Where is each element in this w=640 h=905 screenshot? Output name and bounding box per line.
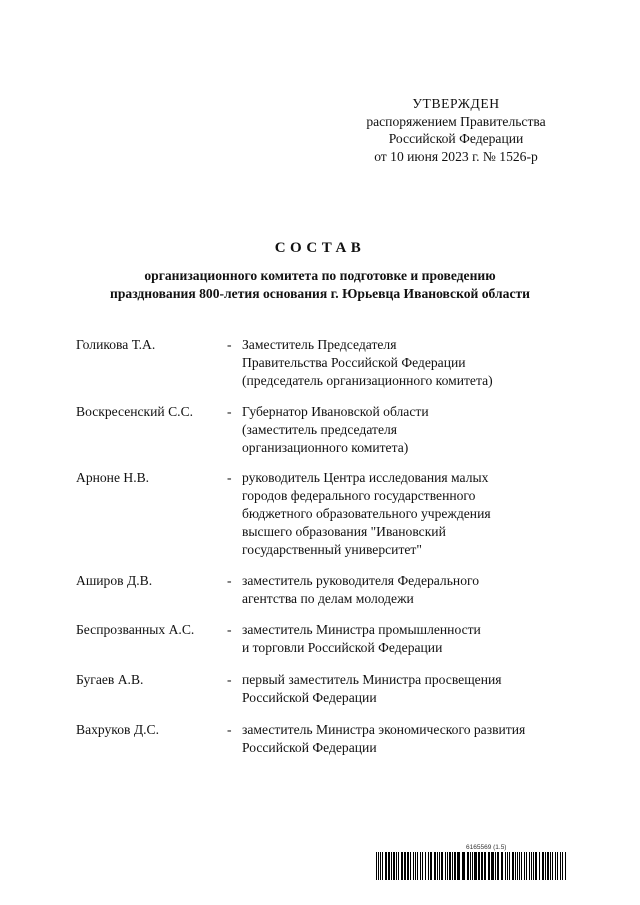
barcode-bar xyxy=(509,852,510,880)
member-name: Арноне Н.В. xyxy=(76,470,150,485)
member-role-line: организационного комитета) xyxy=(242,440,409,455)
barcode-bar xyxy=(545,852,546,880)
member-entry xyxy=(76,572,576,608)
member-entry xyxy=(76,403,576,457)
barcode-bar xyxy=(391,852,392,880)
barcode-bar xyxy=(565,852,566,880)
member-name: Вахруков Д.С. xyxy=(76,722,159,737)
approval-line-3: от 10 июня 2023 г. № 1526-р xyxy=(374,148,538,164)
member-role xyxy=(242,721,576,757)
barcode-bar xyxy=(517,852,518,880)
document-title: СОСТАВ xyxy=(274,240,366,256)
member-role xyxy=(242,336,576,390)
member-role-line: государственный университет" xyxy=(242,542,422,557)
barcode-bar xyxy=(378,852,379,880)
barcode-bar xyxy=(398,852,399,880)
document-subtitle xyxy=(60,267,580,302)
barcode-bar xyxy=(457,852,460,880)
barcode-bar xyxy=(515,852,516,880)
member-role-line: и торговли Российской Федерации xyxy=(242,640,443,655)
member-role xyxy=(242,671,576,707)
member-entry xyxy=(76,671,576,707)
member-role xyxy=(242,469,576,559)
barcode-bar xyxy=(521,852,522,880)
barcode-bar xyxy=(542,852,544,880)
barcode-bar xyxy=(404,852,406,880)
barcode-bar xyxy=(467,852,469,880)
member-role-line: заместитель Министра промышленности xyxy=(242,622,481,637)
members-list xyxy=(76,336,576,755)
barcode-bar xyxy=(376,852,377,880)
barcode-bar xyxy=(434,852,436,880)
member-role-line: первый заместитель Министра просвещения xyxy=(242,672,502,687)
barcode-bar xyxy=(507,852,508,880)
barcode-bar xyxy=(529,852,530,880)
member-entry xyxy=(76,621,576,657)
member-name: Аширов Д.В. xyxy=(76,573,153,588)
barcode-bar xyxy=(470,852,471,880)
barcode-bar xyxy=(407,852,409,880)
member-role-line: бюджетного образовательного учреждения xyxy=(242,506,491,521)
barcode-bar xyxy=(454,852,456,880)
barcode-bar xyxy=(417,852,418,880)
document-heading xyxy=(60,240,580,302)
barcode-bar xyxy=(560,852,561,880)
approval-line-1: распоряжением Правительства xyxy=(366,113,546,129)
barcode-bar xyxy=(484,852,486,880)
barcode-bar xyxy=(401,852,403,880)
barcode-bar xyxy=(535,852,537,880)
member-entry xyxy=(76,721,576,757)
member-dash: - xyxy=(227,672,232,687)
barcode-bar xyxy=(547,852,549,880)
member-role xyxy=(242,403,576,457)
barcode-bar xyxy=(526,852,527,880)
member-dash: - xyxy=(227,573,232,588)
member-role-line: руководитель Центра исследования малых xyxy=(242,470,489,485)
barcode-bar xyxy=(512,852,514,880)
subtitle-line-2: празднования 800-летия основания г. Юрьевца Ивановской области xyxy=(110,285,530,301)
member-dash: - xyxy=(227,722,232,737)
barcode-bar xyxy=(413,852,414,880)
barcode-bar xyxy=(385,852,387,880)
member-role-line: (председатель организационного комитета) xyxy=(242,373,493,388)
member-dash: - xyxy=(227,470,232,485)
barcode-bar xyxy=(562,852,563,880)
barcode-bar xyxy=(415,852,416,880)
member-name: Воскресенский С.С. xyxy=(76,404,194,419)
barcode-bar xyxy=(410,852,411,880)
barcode-bar xyxy=(539,852,540,880)
member-role-line: Российской Федерации xyxy=(242,740,377,755)
barcode-bar xyxy=(533,852,534,880)
barcode-bar xyxy=(491,852,494,880)
barcode-bar xyxy=(428,852,429,880)
barcode-bar xyxy=(393,852,395,880)
barcode-bar xyxy=(550,852,551,880)
barcode-bar xyxy=(474,852,477,880)
barcode-bar xyxy=(495,852,496,880)
barcode-image xyxy=(376,852,566,880)
member-role-line: заместитель руководителя Федерального xyxy=(242,573,480,588)
barcode-bar xyxy=(425,852,426,880)
member-role-line: Правительства Российской Федерации xyxy=(242,355,466,370)
barcode-bar xyxy=(497,852,499,880)
member-role-line: Губернатор Ивановской области xyxy=(242,404,429,419)
barcode-bar xyxy=(462,852,465,880)
barcode-bar xyxy=(445,852,446,880)
barcode-bar xyxy=(488,852,490,880)
barcode-bar xyxy=(380,852,381,880)
member-name: Беспрозванных А.С. xyxy=(76,622,195,637)
barcode-bar xyxy=(430,852,432,880)
member-name: Бугаев А.В. xyxy=(76,672,144,687)
barcode-bar xyxy=(481,852,483,880)
barcode-bar xyxy=(472,852,473,880)
barcode-bar xyxy=(519,852,520,880)
barcode-bar xyxy=(437,852,438,880)
barcode-bar xyxy=(555,852,556,880)
member-role-line: Российской Федерации xyxy=(242,690,377,705)
member-role xyxy=(242,621,576,657)
barcode-bar xyxy=(447,852,448,880)
member-role-line: заместитель Министра экономического развития xyxy=(242,722,526,737)
barcode-bar xyxy=(531,852,532,880)
barcode-bar xyxy=(439,852,440,880)
document-code: 6165569 (1.5) xyxy=(466,844,507,851)
approval-title: УТВЕРЖДЕН xyxy=(412,96,500,111)
barcode-bar xyxy=(449,852,451,880)
member-dash: - xyxy=(227,622,232,637)
barcode-bar xyxy=(524,852,525,880)
member-entry xyxy=(76,469,576,559)
barcode-bar xyxy=(441,852,443,880)
member-role-line: агентства по делам молодежи xyxy=(242,591,414,606)
approval-line-2: Российской Федерации xyxy=(388,131,524,146)
member-role-line: высшего образования "Ивановский xyxy=(242,524,446,539)
subtitle-line-1: организационного комитета по подготовке и проведению xyxy=(144,268,496,283)
approval-stamp xyxy=(330,95,582,165)
member-dash: - xyxy=(227,337,232,352)
barcode-bar xyxy=(452,852,453,880)
member-role-line: Заместитель Председателя xyxy=(242,337,397,352)
barcode-bar xyxy=(557,852,558,880)
barcode-bar xyxy=(478,852,480,880)
member-entry xyxy=(76,336,576,390)
barcode-bar xyxy=(422,852,423,880)
barcode-bar xyxy=(388,852,390,880)
barcode-bar xyxy=(501,852,503,880)
barcode-bar xyxy=(505,852,506,880)
barcode-bar xyxy=(420,852,421,880)
barcode-bar xyxy=(396,852,397,880)
barcode-bar xyxy=(382,852,383,880)
member-role-line: городов федерального государственного xyxy=(242,488,476,503)
barcode-bar xyxy=(552,852,553,880)
member-role xyxy=(242,572,576,608)
member-name: Голикова Т.А. xyxy=(76,337,156,352)
member-role-line: (заместитель председателя xyxy=(242,422,398,437)
member-dash: - xyxy=(227,404,232,419)
